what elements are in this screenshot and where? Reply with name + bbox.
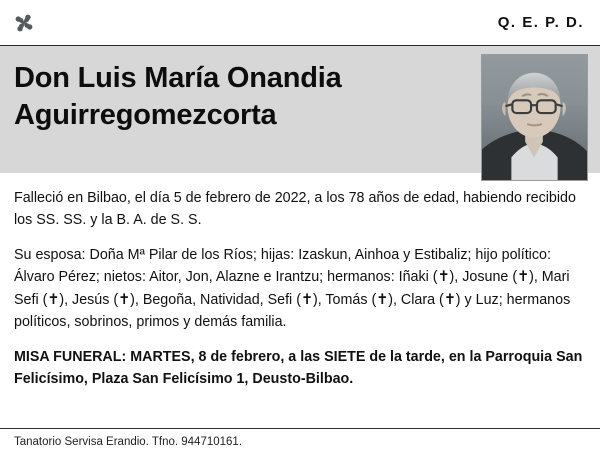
death-notice-paragraph: Falleció en Bilbao, el día 5 de febrero de 2022, a los 78 años de edad, habiendo recibido los SS. SS. y la B. A. de S. S. xyxy=(14,190,576,229)
family-paragraph: Su esposa: Doña Mª Pilar de los Ríos; hijas: Izaskun, Ainhoa y Estibaliz; hijo político: Álvaro Pérez; nietos: Aitor, Jon, Alazne e Irantzu; hermanos: Iñaki (✝), Josune (✝), Mari Sefi (✝), Jesús (✝), Begoña, Natividad, Sefi (✝), Tomás (✝), Clara (✝) y Luz; hermanos políticos, sobrinos, primos y demás familia. xyxy=(14,247,571,330)
lauburu-icon xyxy=(10,9,38,37)
qepd-label: Q. E. P. D. xyxy=(497,14,584,31)
notice-footer xyxy=(0,428,600,454)
portrait-photo xyxy=(481,54,588,181)
name-band xyxy=(0,46,600,173)
notice-header xyxy=(0,0,600,46)
funeral-paragraph: MISA FUNERAL: MARTES, 8 de febrero, a las SIETE de la tarde, en la Parroquia San Felicísimo, Plaza San Felicísimo 1, Deusto-Bilbao. xyxy=(14,348,583,388)
notice-body xyxy=(0,173,600,390)
deceased-name: Don Luis María Onandia Aguirregomezcorta xyxy=(14,62,342,132)
funeral-home-info: Tanatorio Servisa Erandio. Tfno. 944710161. xyxy=(14,436,243,448)
